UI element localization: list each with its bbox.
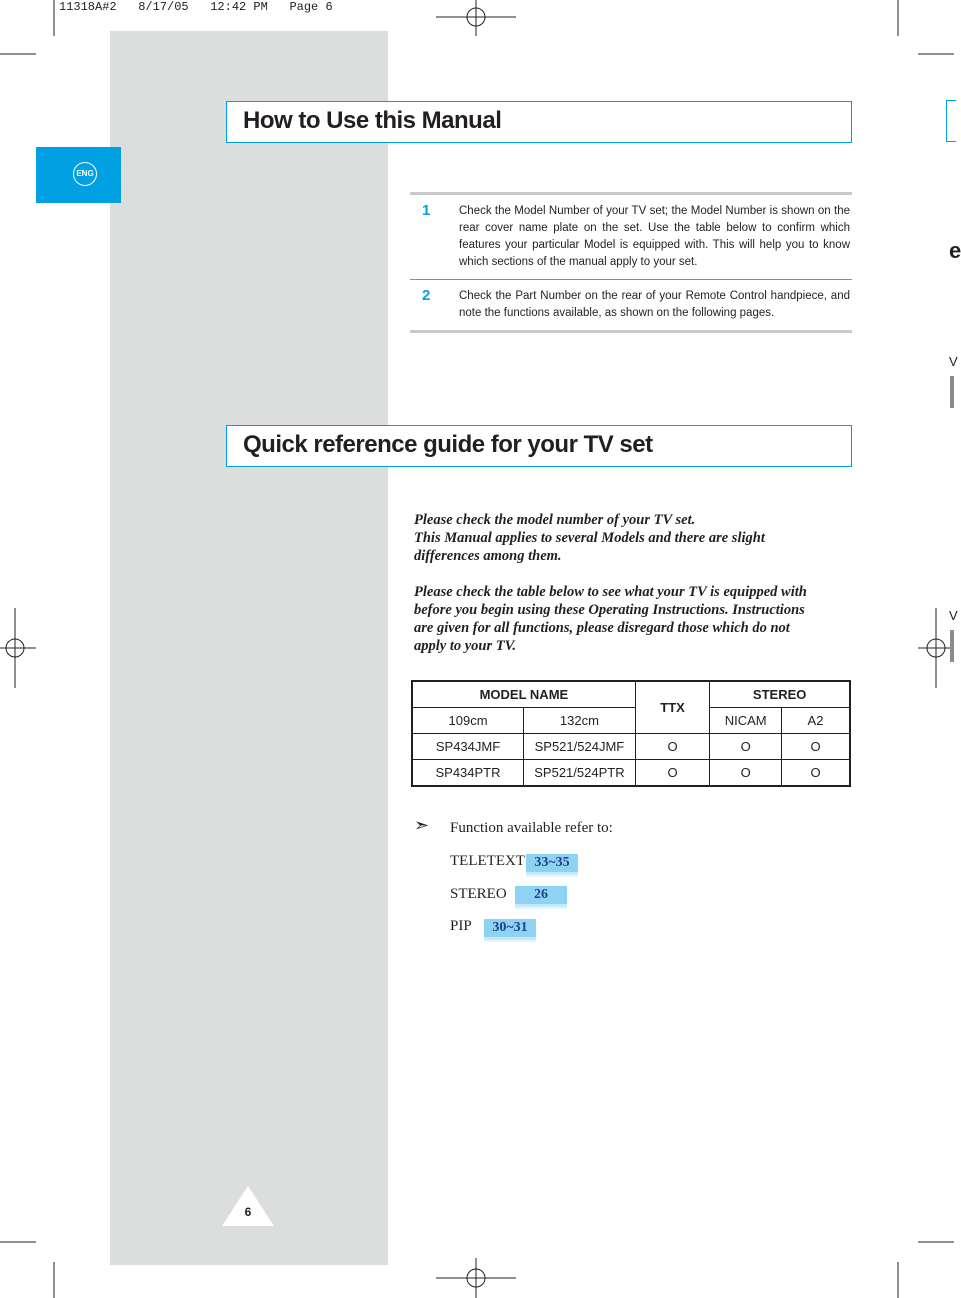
table-cell: O — [710, 734, 782, 760]
table-cell: O — [635, 734, 709, 760]
step-item — [410, 195, 852, 279]
table-cell: O — [782, 734, 851, 760]
intro-text — [414, 511, 854, 655]
subheader-109cm: 109cm — [412, 708, 524, 734]
page-reference-pip: 30~31 — [484, 919, 536, 940]
reference-intro: Function available refer to: — [450, 820, 613, 836]
header-model-name: MODEL NAME — [412, 681, 635, 708]
table-cell: SP434PTR — [412, 760, 524, 787]
right-margin-bar — [950, 376, 954, 408]
right-margin-fragment: V — [949, 354, 958, 369]
page-number: 6 — [244, 1205, 252, 1219]
intro-line: before you begin using these Operating Instructions. Instructions — [414, 602, 805, 618]
language-label: ENG — [73, 162, 97, 186]
section-title-quick-ref — [226, 425, 852, 467]
header-ttx: TTX — [635, 681, 709, 734]
step-text: Check the Model Number of your TV set; the Model Number is shown on the rear cover name plate on the set. Use the table below to confirm which features your particular Model is equipped with. This will help you to know which sections of the manual apply to your set. — [459, 205, 850, 268]
table-subheader-row — [412, 708, 850, 734]
intro-line: Please check the model number of your TV set. — [414, 512, 696, 528]
intro-line: This Manual applies to several Models and there are slight — [414, 530, 765, 546]
page-reference-teletext: 33~35 — [526, 854, 578, 875]
subheader-132cm: 132cm — [524, 708, 636, 734]
print-header: 11318A#2 8/17/05 12:42 PM Page 6 — [59, 0, 333, 14]
section-title-text: How to Use this Manual — [243, 107, 502, 134]
section-title-how-to — [226, 101, 852, 143]
section-title-text: Quick reference guide for your TV set — [243, 431, 653, 458]
table-cell: SP434JMF — [412, 734, 524, 760]
step-text: Check the Part Number on the rear of your Remote Control handpiece, and note the functions available, as shown on the following pages. — [459, 290, 850, 319]
reference-label-pip: PIP — [450, 918, 472, 934]
table-row — [412, 734, 850, 760]
subheader-a2: A2 — [782, 708, 851, 734]
table-cell: SP521/524JMF — [524, 734, 636, 760]
table-cell: O — [635, 760, 709, 787]
subheader-nicam: NICAM — [710, 708, 782, 734]
intro-line: differences among them. — [414, 548, 562, 564]
intro-line: apply to your TV. — [414, 638, 517, 654]
page-reference-stereo: 26 — [515, 886, 567, 907]
header-stereo: STEREO — [710, 681, 850, 708]
table-row — [412, 760, 850, 787]
model-table — [411, 680, 851, 787]
table-header-row — [412, 681, 850, 708]
step-item — [410, 279, 852, 330]
intro-line: Please check the table below to see what your TV is equipped with — [414, 584, 807, 600]
right-margin-bar — [950, 630, 954, 662]
intro-line: are given for all functions, please disregard those which do not — [414, 620, 790, 636]
steps-list — [410, 192, 852, 333]
table-cell: SP521/524PTR — [524, 760, 636, 787]
table-cell: O — [710, 760, 782, 787]
language-tab — [36, 147, 121, 203]
step-number: 1 — [422, 202, 431, 219]
arrow-icon: ➣ — [414, 815, 430, 835]
step-number: 2 — [422, 287, 431, 304]
right-margin-fragment: V — [949, 608, 958, 623]
table-cell: O — [782, 760, 851, 787]
reference-label-teletext: TELETEXT — [450, 853, 525, 869]
side-panel — [110, 31, 388, 1265]
next-page-title-edge — [946, 100, 956, 142]
reference-label-stereo: STEREO — [450, 886, 507, 902]
right-margin-fragment: e — [949, 238, 961, 263]
